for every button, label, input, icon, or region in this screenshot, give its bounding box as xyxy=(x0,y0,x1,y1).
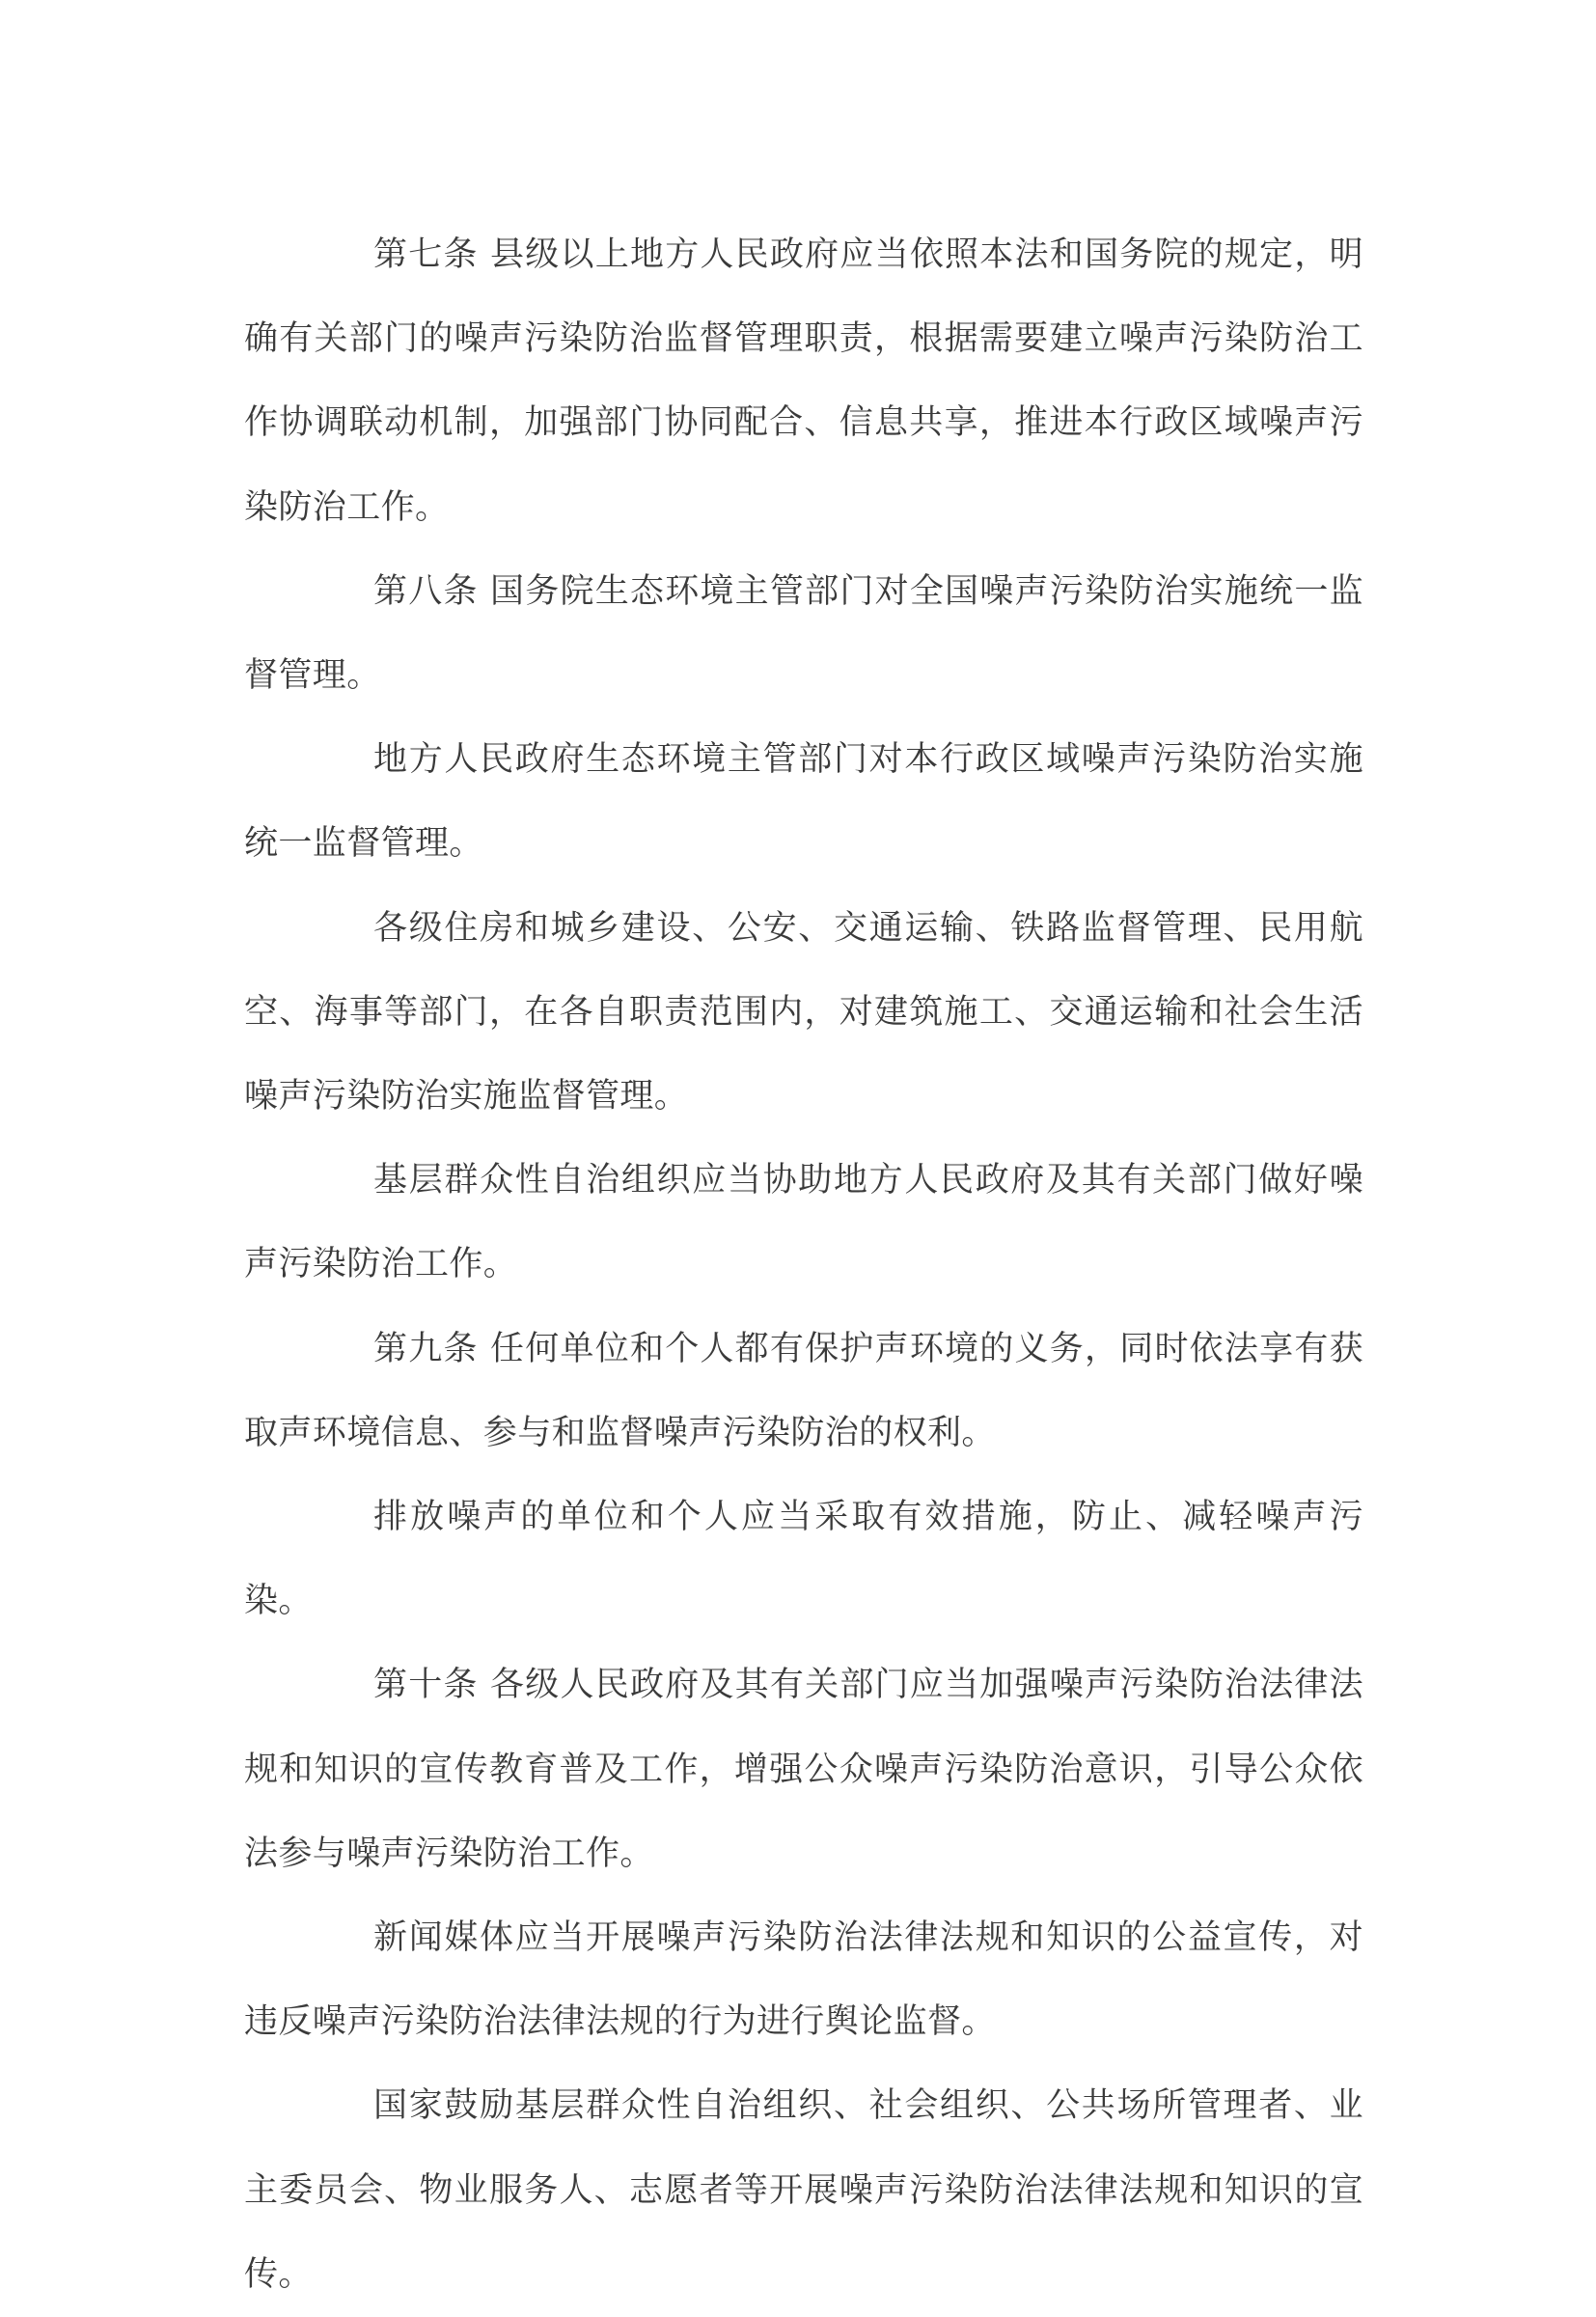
document-page xyxy=(244,213,1363,2317)
paragraph-article-8-clause-3: 各级住房和城乡建设、公安、交通运输、铁路监督管理、民用航空、海事等部门，在各自职责范围内，对建筑施工、交通运输和社会生活噪声污染防治实施监督管理。 xyxy=(244,908,1363,1117)
paragraph-article-7: 第七条 县级以上地方人民政府应当依照本法和国务院的规定，明确有关部门的噪声污染防治监督管理职责，根据需要建立噪声污染防治工作协调联动机制，加强部门协同配合、信息共享，推进本行政区域噪声污染防治工作。 xyxy=(244,235,1363,527)
paragraph-article-10-clause-3: 国家鼓励基层群众性自治组织、社会组织、公共场所管理者、业主委员会、物业服务人、志愿者等开展噪声污染防治法律法规和知识的宣传。 xyxy=(244,2086,1363,2294)
paragraph-article-9-clause-2: 排放噪声的单位和个人应当采取有效措施，防止、减轻噪声污染。 xyxy=(244,1498,1363,1621)
paragraph-article-9-clause-1: 第九条 任何单位和个人都有保护声环境的义务，同时依法享有获取声环境信息、参与和监督噪声污染防治的权利。 xyxy=(244,1329,1363,1452)
paragraph-article-8-clause-1: 第八条 国务院生态环境主管部门对全国噪声污染防治实施统一监督管理。 xyxy=(244,571,1363,696)
paragraph-article-10-clause-1: 第十条 各级人民政府及其有关部门应当加强噪声污染防治法律法规和知识的宣传教育普及工作，增强公众噪声污染防治意识，引导公众依法参与噪声污染防治工作。 xyxy=(244,1666,1363,1873)
paragraph-article-8-clause-2: 地方人民政府生态环境主管部门对本行政区域噪声污染防治实施统一监督管理。 xyxy=(244,740,1363,864)
paragraph-article-8-clause-4: 基层群众性自治组织应当协助地方人民政府及其有关部门做好噪声污染防治工作。 xyxy=(244,1161,1363,1284)
paragraph-article-10-clause-2: 新闻媒体应当开展噪声污染防治法律法规和知识的公益宣传，对违反噪声污染防治法律法规的行为进行舆论监督。 xyxy=(244,1918,1363,2042)
